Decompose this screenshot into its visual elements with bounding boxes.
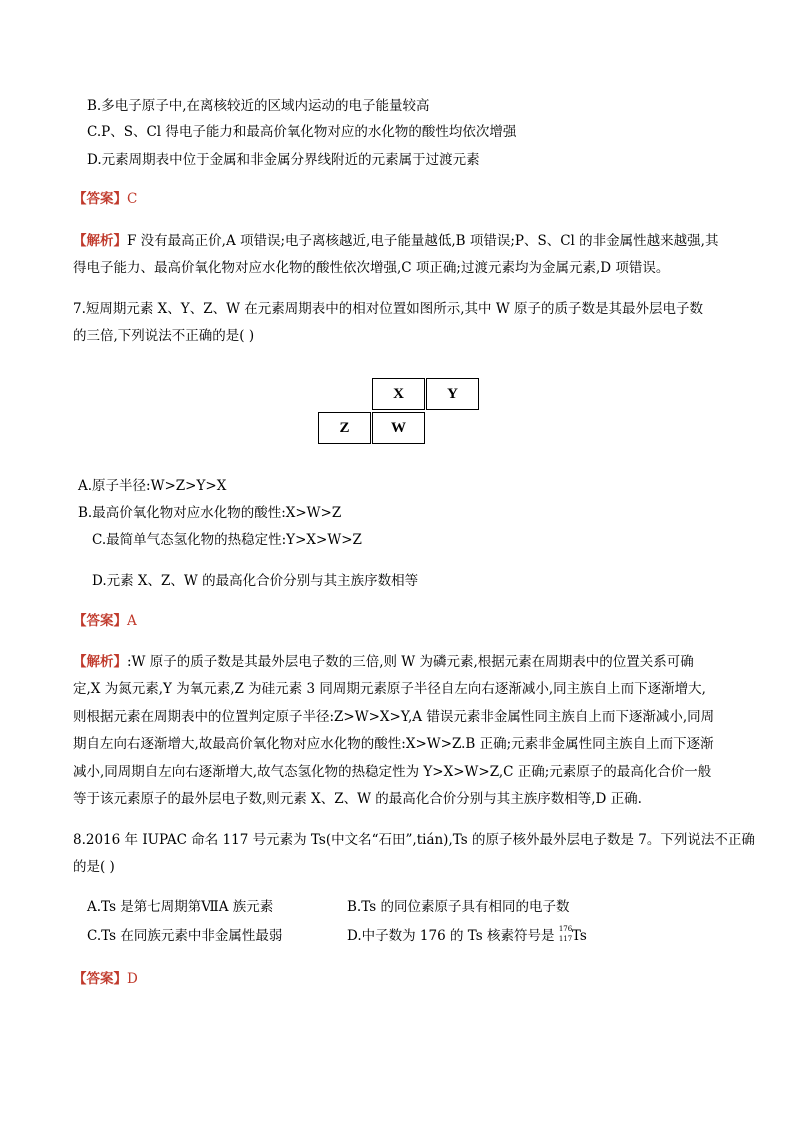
q7-option-b: B.最高价氧化物对应水化物的酸性:X>W>Z — [78, 505, 342, 521]
q7-answer — [73, 612, 137, 630]
answer-value: D — [127, 971, 138, 987]
q8-option-b: B.Ts 的同位素原子具有相同的电子数 — [347, 899, 570, 915]
mass-number: 176 — [558, 925, 573, 933]
q7-explanation-line6: 等于该元素原子的最外层电子数,则元素 X、Z、W 的最高化合价分别与其主族序数相等,D 正确. — [73, 791, 642, 807]
element-symbol: Ts — [571, 928, 587, 944]
nuclide-symbol — [559, 927, 589, 945]
explanation-label: 【解析】 — [73, 233, 127, 249]
q7-stem-line2: 的三倍,下列说法不正确的是( ) — [73, 328, 255, 344]
q7-option-c: C.最简单气态氢化物的热稳定性:Y>X>W>Z — [92, 532, 362, 548]
q6-option-b: B.多电子原子中,在离核较近的区域内运动的电子能量较高 — [87, 98, 430, 114]
q7-explanation-line1 — [73, 653, 694, 671]
q7-option-d: D.元素 X、Z、W 的最高化合价分别与其主族序数相等 — [92, 573, 419, 589]
atomic-number: 117 — [558, 935, 573, 943]
cell-x: X — [372, 378, 425, 410]
explanation-label: 【解析】 — [73, 654, 127, 670]
cell-w: W — [372, 412, 425, 444]
q6-explanation-line1 — [73, 232, 718, 250]
q6-option-c: C.P、S、Cl 得电子能力和最高价氧化物对应的水化物的酸性均依次增强 — [87, 124, 517, 140]
explanation-text: F 没有最高正价,A 项错误;电子离核越近,电子能量越低,B 项错误;P、S、Cl 的非金属性越来越强,其 — [127, 233, 719, 249]
q7-explanation-line4: 期自左向右逐渐增大,故最高价氧化物对应水化物的酸性:X>W>Z.B 正确;元素非金属性同主族自上而下逐渐 — [73, 736, 714, 752]
q8-option-a: A.Ts 是第七周期第ⅦA 族元素 — [87, 899, 274, 915]
cell-y: Y — [426, 378, 479, 410]
answer-label: 【答案】 — [73, 613, 127, 629]
q8-option-d-text: D.中子数为 176 的 Ts 核素符号是 — [347, 928, 555, 944]
q7-explanation-line3: 则根据元素在周期表中的位置判定原子半径:Z>W>X>Y,A 错误元素非金属性同主族自上而下逐渐减小,同周 — [73, 709, 715, 725]
q6-explanation-line2: 得电子能力、最高价氧化物对应水化物的酸性依次增强,C 项正确;过渡元素均为金属元素,D 项错误。 — [73, 260, 670, 276]
answer-label: 【答案】 — [73, 971, 127, 987]
q7-option-a: A.原子半径:W>Z>Y>X — [78, 478, 227, 494]
q7-explanation-line2: 定,X 为氮元素,Y 为氧元素,Z 为硅元素 3 同周期元素原子半径自左向右逐渐减小,同主族自上而下逐渐增大, — [73, 681, 706, 697]
q8-answer — [73, 970, 138, 988]
answer-value: C — [127, 191, 138, 207]
q8-stem-line1: 8.2016 年 IUPAC 命名 117 号元素为 Ts(中文名“石田”,tián),Ts 的原子核外最外层电子数是 7。下列说法不正确 — [73, 832, 755, 848]
answer-value: A — [127, 613, 137, 629]
q6-option-d: D.元素周期表中位于金属和非金属分界线附近的元素属于过渡元素 — [87, 152, 480, 168]
q8-option-c: C.Ts 在同族元素中非金属性最弱 — [87, 928, 283, 944]
q7-explanation-line5: 减小,同周期自左向右逐渐增大,故气态氢化物的热稳定性为 Y>X>W>Z,C 正确;元素原子的最高化合价一般 — [73, 764, 712, 780]
cell-z: Z — [318, 412, 371, 444]
q6-answer — [73, 190, 137, 208]
q7-stem-line1: 7.短周期元素 X、Y、Z、W 在元素周期表中的相对位置如图所示,其中 W 原子的质子数是其最外层电子数 — [73, 301, 703, 317]
q8-option-d — [347, 927, 589, 945]
q8-stem-line2: 的是( ) — [73, 859, 115, 875]
answer-label: 【答案】 — [73, 191, 127, 207]
explanation-text: :W 原子的质子数是其最外层电子数的三倍,则 W 为磷元素,根据元素在周期表中的位置关系可确 — [127, 654, 694, 670]
